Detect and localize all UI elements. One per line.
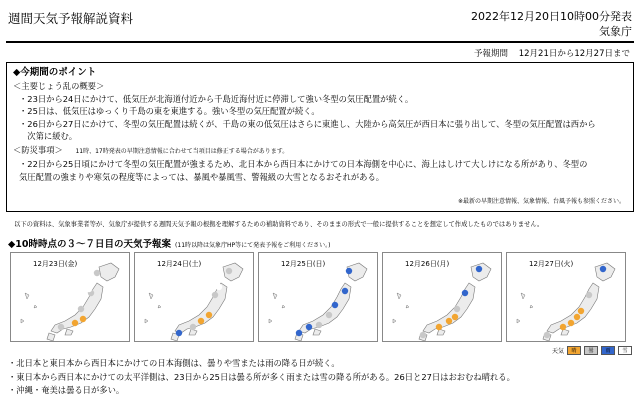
weather-map-panel: [506, 252, 626, 342]
legend-swatch-cloudy: 曇: [584, 346, 598, 355]
overview-item: ・25日は、低気圧はゆっくり千島の東を東進する。強い冬型の気圧配置が続く。: [19, 106, 320, 116]
disaster-subheading-row: [13, 144, 627, 159]
weather-map-panel: [134, 252, 254, 342]
maps-heading-note: (11時以降は気象庁HP等にて発表予報をご利用ください。): [175, 242, 331, 249]
weather-map-panel: [258, 252, 378, 342]
issue-block: [471, 9, 632, 39]
period-value: 12月21日から12月27日まで: [518, 49, 630, 59]
overview-item: ・26日から27日にかけて、冬型の気圧配置は続くが、千島の東の低気圧はさらに東進し、大陸から高気圧が西日本に張り出して、冬型の気圧配置は西から: [19, 118, 596, 129]
map-date: 12月24日(土): [157, 260, 202, 268]
disaster-note: 11時、17時発表の早期注意情報に合わせて当項目は修正する場合があります。: [75, 147, 289, 155]
map-date: 12月23日(金): [33, 260, 78, 268]
weather-map-panel: [382, 252, 502, 342]
legend-label: 天気: [552, 348, 565, 355]
map-date: 12月25日(日): [281, 260, 326, 268]
period-label: 予報期間: [474, 49, 509, 59]
summary-item: ・北日本と東日本から西日本にかけての日本海側は、曇りや雪または雨の降る日が続く。: [8, 358, 340, 368]
weather-legend: [552, 346, 632, 355]
legend-swatch-sunny: 晴: [567, 346, 581, 355]
forecast-period: [466, 47, 630, 59]
issued-datetime: 2022年12月20日10時00分発表: [471, 10, 632, 23]
maps-heading-row: [8, 236, 330, 250]
disaster-subheading: ＜防災事項＞: [13, 144, 63, 155]
summary-list: [8, 357, 515, 398]
weather-map-panel: [10, 252, 130, 342]
maps-heading: ◆10時時点の３～７日目の天気予報案: [8, 239, 172, 250]
agency-name: 気象庁: [599, 25, 632, 38]
legend-swatch-rain: 雨: [601, 346, 615, 355]
reference-note: ※最新の早期注意情報、気象情報、台風予報も参照ください。: [457, 197, 625, 205]
points-heading: ◆今期間のポイント: [13, 67, 97, 78]
overview-item: 次第に緩む。: [19, 131, 78, 141]
legend-swatch-snow: 雪: [618, 346, 632, 355]
map-date: 12月27日(火): [529, 260, 574, 268]
disaster-item: 気圧配置の強まりや寒気の程度等によっては、暴風や暴風雪、警報級の大雪となるおそれがある。: [19, 171, 385, 182]
page-title: 週間天気予報解説資料: [8, 11, 134, 26]
overview-subheading: ＜主要じょう乱の概要＞: [13, 81, 105, 91]
overview-item: ・23日から24日にかけて、低気圧が北海道付近から千島近海付近に停滞して強い冬型の気圧配置が続く。: [19, 93, 414, 104]
points-section: [6, 62, 634, 212]
disaster-item: ・22日から25日頃にかけて冬型の気圧配置が強まるため、北日本から西日本にかけての日本海側を中心に、海上はしけて大しけになる所があり、冬型の: [19, 159, 588, 169]
summary-item: ・東日本から西日本にかけての太平洋側は、23日から25日は曇る所が多く雨または雪の降る所がある。26日と27日はおおむね晴れる。: [8, 371, 515, 382]
title-divider: [6, 41, 634, 43]
map-date: 12月26日(月): [405, 260, 450, 268]
summary-item: ・沖縄・奄美は曇る日が多い。: [8, 385, 125, 395]
disclaimer: 以下の資料は、気象事業者等が、気象庁が提供する週間天気予報の根拠を理解するための補助資料であり、そのままの形式で一般に提供することを想定して作成したものではありません。: [14, 221, 544, 228]
